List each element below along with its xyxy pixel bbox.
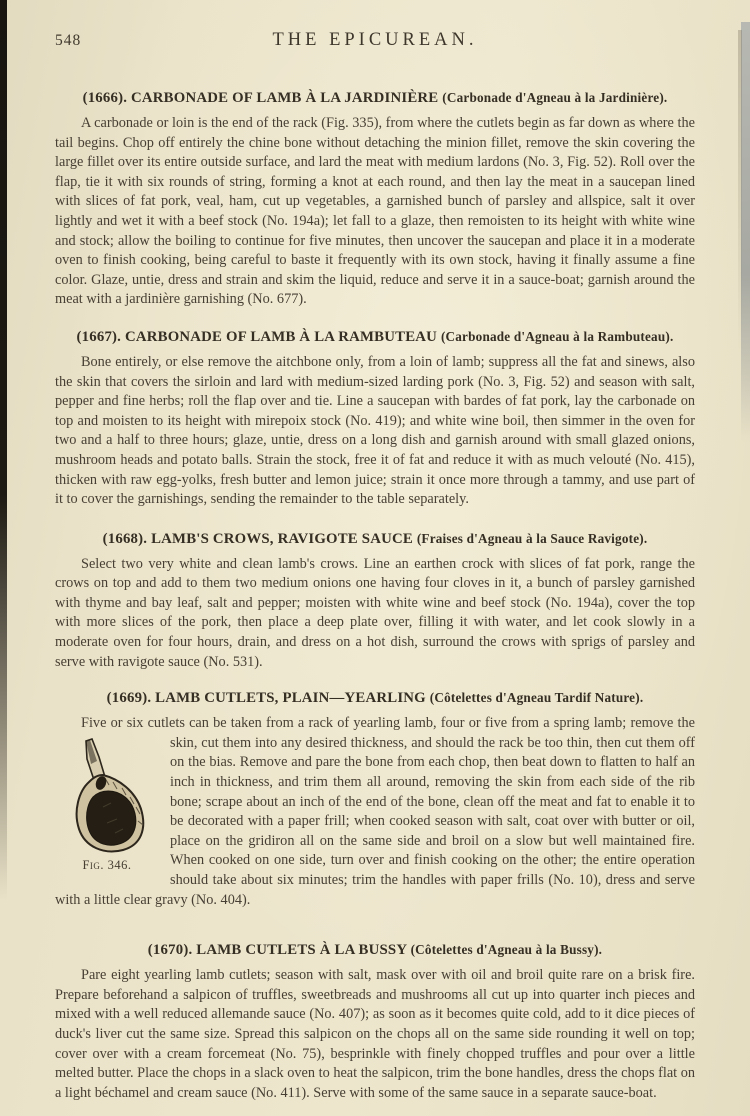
recipe-1670-heading	[55, 940, 695, 960]
recipe-1669-body	[55, 714, 695, 910]
recipe-1670-body: Pare eight yearling lamb cutlets; season with salt, mask over with oil and broil quite rare on a brisk fire. Prepare beforehand a salpicon of truffles, sweetbreads and mushrooms all cut up into quarter inch pieces and mixed with a well reduced allemande sauce (No. 407); as soon as it becomes quite cold, add to it dice pieces of duck's liver cut the same size. Spread this salpicon on the chops all on the same side rounding it well on top; cover over with a cream forcemeat (No. 75), besprinkle with finely chopped truffles and pour over a little melted butter. Place the chops in a slack oven to heat the salpicon, trim the bone handles, dress the chops flat on a light béchamel and cream sauce (No. 411). Serve with some of the same sauce in a separate sauce-boat.	[55, 967, 696, 1101]
recipe-1666	[55, 88, 695, 310]
recipe-1666-body: A carbonade or loin is the end of the rack (Fig. 335), from where the cutlets begin as far down as where the tail begins. Chop off entirely the chine bone without detaching the minion fillet, remove the skin covering the large fillet over its entire outside surface, and lard the meat with medium lardons (No. 3, Fig. 52). Roll over the flap, tie it with six rounds of string, forming a knot at each round, and then lay the meat in a saucepan lined with slices of fat pork, veal, ham, cut up vegetables, a garnished bunch of parsley and allspice, salt it over lightly and wet it with a beef stock (No. 194a); let fall to a glaze, then remoisten to its height with white wine and stock; allow the boiling to continue for five minutes, then uncover the saucepan and place it in a moderate oven to finish cooking, being careful to baste it frequently with its own stock, having it finally assume a fine color. Glaze, untie, dress and strain and skim the liquid, reduce and serve it in a sauce-boat; garnish around the meat with a jardinière garnishing (No. 677).	[55, 115, 695, 308]
recipe-1668-heading	[55, 529, 695, 549]
scan-edge-right-shadow	[738, 30, 742, 390]
lamb-cutlet-illustration	[59, 737, 155, 855]
recipe-1668-body: Select two very white and clean lamb's crows. Line an earthen crock with slices of fat pork, range the crows on top and add to them two medium onions one having four cloves in it, a bunch of parsley garnished with thyme and bay leaf, salt and pepper; moisten with white wine and beef stock (No. 194a), cover the top with more slices of the pork, then place a deep plate over, filling it with water, and let cook slowly in a moderate oven for four hours, drain, and dress on a hot dish, surround the crows with sprigs of parsley and serve with ravigote sauce (No. 531).	[55, 555, 695, 670]
recipe-1669	[55, 688, 695, 910]
recipe-1668-heading-fr: (Fraises d'Agneau à la Sauce Ravigote).	[416, 530, 648, 546]
recipe-1667-heading-en: (1667). CARBONADE OF LAMB À LA RAMBUTEAU	[76, 328, 438, 345]
recipe-1668	[55, 529, 695, 673]
recipe-1667-body: Bone entirely, or else remove the aitchbone only, from a loin of lamb; suppress all the fat and sinews, also the skin that covers the sirloin and lard with medium-sized larding pork (No. 3, Fig. 52) and season with salt, pepper and fine herbs; roll the flap over and tie. Line a saucepan with bardes of fat pork, lay the carbonade on top and moisten to its height with mirepoix stock (No. 419); and white wine boil, then simmer in the oven for two and a half to three hours; glaze, untie, dress on a long dish and garnish around with small glazed onions, mushroom heads and potato balls. Strain the stock, free it of fat and reduce it with as much velouté (No. 415), thicken with raw egg-yolks, fresh butter and lemon juice; strain it once more through a tammy, and use part of it to cover the garnishings, sending the remainder to the table separately.	[55, 353, 695, 508]
recipe-1669-heading-fr: (Côtelettes d'Agneau Tardif Nature).	[429, 690, 644, 706]
recipe-1670-heading-en: (1670). LAMB CUTLETS À LA BUSSY	[147, 942, 407, 959]
recipe-1667-heading-fr: (Carbonade d'Agneau à la Rambuteau).	[440, 328, 674, 344]
recipe-1668-heading-en: (1668). LAMB'S CROWS, RAVIGOTE SAUCE	[102, 530, 413, 547]
scan-edge-right	[741, 22, 750, 442]
scan-edge-left	[0, 0, 7, 900]
figure-346	[57, 737, 157, 876]
recipe-1670	[55, 940, 695, 1103]
recipe-1669-heading-en: (1669). LAMB CUTLETS, PLAIN—YEARLING	[106, 690, 426, 707]
page-title: THE EPICUREAN.	[272, 30, 478, 50]
recipe-1669-body-intro: Five or six cutlets can be taken from a rack of yearling lamb, four or five from a spring lamb;	[81, 715, 627, 732]
recipe-1666-heading-fr: (Carbonade d'Agneau à la Jardinière).	[442, 90, 668, 105]
page-number: 548	[55, 32, 82, 49]
page-header	[55, 30, 695, 54]
recipe-1670-heading-fr: (Côtelettes d'Agneau à la Bussy).	[410, 942, 603, 958]
recipe-1666-heading-en: (1666). CARBONADE OF LAMB À LA JARDINIÈRE	[82, 90, 439, 106]
figure-caption: Fig. 346.	[82, 857, 132, 872]
recipe-1666-heading	[55, 88, 695, 108]
recipe-1667-heading	[55, 327, 695, 347]
recipe-1669-heading	[55, 688, 695, 708]
recipe-1667	[55, 327, 695, 510]
recipe-1669-body-rest: remove the skin, cut them into any desired thickness, and should the rack be too thin, then cut them off on the bias. Remove and pare the bone from each chop, then beat down to flatten to half an inch in thickness, and trim them all around, removing the skin from each side of the rib bone; scrape about an inch of the end of the bone, clean off the meat and fat to enable it to be decorated with a paper frill; when cooked season with salt, coat over with butter or oil, place on the gridiron all on the same side and broil on a slow but well maintained fire. When cooked on one side, turn over and finish cooking on the other; the entire operation should take about six minutes; trim the handles with paper frills (No. 10), dress and serve with a little clear gravy (No. 404).	[55, 715, 696, 908]
